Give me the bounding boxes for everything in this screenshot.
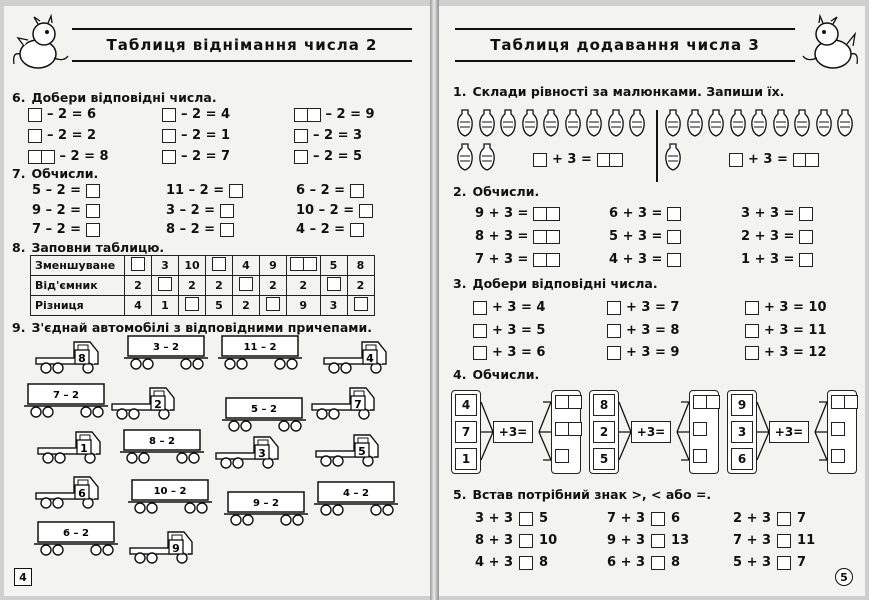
equation [28,128,96,143]
equation-text: 5 – 2 = [32,183,82,198]
answer-slot[interactable] [831,394,858,413]
equation [475,206,560,221]
trailer[interactable] [222,488,312,528]
equation-text: – 2 = 3 [313,128,363,143]
exercise-2-title: 2. Обчисли. [453,184,540,199]
answer-box[interactable] [359,204,373,218]
truck[interactable] [310,382,386,422]
equation [745,300,827,315]
answer-box[interactable] [473,301,487,315]
answer-box[interactable] [28,129,42,143]
trailer-label: 8 – 2 [149,436,175,447]
equation-text: 8 + 3 = [475,229,529,244]
equation-text: – 2 = 2 [47,128,97,143]
table-cell [206,256,233,276]
truck-label: 8 [78,352,86,365]
equation [28,107,96,122]
answer-box[interactable] [28,150,55,164]
equation-text: 3 + 3 = [741,206,795,221]
vase-icon [457,142,473,172]
comparison [607,533,689,548]
equation [296,203,373,218]
answer-box[interactable] [220,223,234,237]
vase-icon [500,108,516,138]
equation-text: + 3 = 6 [492,345,546,360]
equation-right: + 3 = [729,152,819,167]
table-cell: 2 [206,276,233,296]
table-cell: 2 [347,276,374,296]
answer-box[interactable] [350,184,364,198]
vase-icon [816,108,832,138]
expression: 2 + 3 [733,511,772,526]
answer-slot[interactable] [693,421,707,440]
answer-box[interactable] [519,534,533,548]
equation-text: 1 + 3 = [741,252,795,267]
exercise-6-title: 6. Добери відповідні числа. [12,90,217,105]
table-cell [125,256,152,276]
trailer[interactable] [216,332,306,372]
answer-box[interactable] [607,346,621,360]
trailer[interactable] [22,380,112,420]
table-cell [347,296,374,316]
answer-box[interactable] [555,422,582,436]
trailer[interactable] [220,394,310,434]
row-label: Різниця [31,296,125,316]
vase-icon [629,108,645,138]
operation-box: +3= [769,421,809,443]
answer-box[interactable] [294,108,321,122]
table-cell: 5 [320,256,347,276]
truck[interactable] [34,471,110,511]
table-cell [152,276,179,296]
expression: 8 + 3 [475,533,514,548]
trailer-label: 4 – 2 [343,488,369,499]
truck-label: 4 [366,352,374,365]
equation-text: 4 – 2 = [296,222,346,237]
number-box: 7 [455,421,477,443]
compare-value: 8 [671,555,681,570]
comparison [733,511,806,526]
answer-box[interactable] [831,449,845,463]
equation-text: 8 – 2 = [166,222,216,237]
table-cell: 2 [179,276,206,296]
equation-text: – 2 = 4 [181,107,231,122]
trailer[interactable] [122,332,212,372]
trailer[interactable] [32,518,122,558]
page-title: Таблиця віднімання числа 2 [72,28,412,62]
equation-text: + 3 = 8 [626,323,680,338]
table-cell: 2 [287,276,321,296]
compare-value: 7 [797,555,807,570]
equation-text: – 2 = 8 [59,149,109,164]
trailer-label: 7 – 2 [53,390,79,401]
operation-box: +3= [631,421,671,443]
truck-label: 2 [154,398,162,411]
answer-box[interactable] [354,297,368,311]
number-box: 1 [455,448,477,470]
number-box: 4 [455,394,477,416]
answer-box[interactable] [473,346,487,360]
equation-text: + 3 = 12 [764,345,827,360]
answer-box[interactable] [651,556,665,570]
row-label: Від'ємник [31,276,125,296]
vase-icon [773,108,789,138]
expression: 4 + 3 [475,555,514,570]
table-cell [260,296,287,316]
equation-text: 4 + 3 = [609,252,663,267]
trailer-label: 9 – 2 [253,498,279,509]
equation-text: – 2 = 7 [181,149,231,164]
table-row [31,276,375,296]
equation [28,149,109,164]
answer-slot[interactable] [555,394,582,413]
equation-text: + 3 = 9 [626,345,680,360]
answer-box[interactable] [777,534,791,548]
equation [166,183,243,198]
equation [166,222,234,237]
answer-box[interactable] [693,449,707,463]
answer-box[interactable] [290,257,317,271]
table-cell: 3 [320,296,347,316]
answer-box[interactable] [831,422,845,436]
compare-value: 5 [539,511,549,526]
comparison [475,511,548,526]
answer-box[interactable] [266,297,280,311]
answer-box[interactable] [519,512,533,526]
equation [32,203,100,218]
truck-label: 3 [258,447,266,460]
answer-box[interactable] [831,395,858,409]
answer-box[interactable] [220,204,234,218]
equation-text: – 2 = 9 [325,107,375,122]
answer-box[interactable] [667,207,681,221]
exercise-5-title: 5. Встав потрібний знак >, < або =. [453,487,712,502]
truck-label: 9 [172,542,180,555]
answer-box[interactable] [607,301,621,315]
vase-icon [730,108,746,138]
compare-value: 11 [797,533,816,548]
answer-box[interactable] [607,324,621,338]
equation [607,300,679,315]
equation-text: + 3 = 11 [764,323,827,338]
vase-icon [794,108,810,138]
equation-text: 9 + 3 = [475,206,529,221]
equation-text: + 3 = 5 [492,323,546,338]
comparison [607,555,680,570]
vase-icon [565,108,581,138]
answer-box[interactable] [294,129,308,143]
table-cell: 2 [233,296,260,316]
answer-box[interactable] [473,324,487,338]
expression: 7 + 3 [733,533,772,548]
page-number: 5 [835,568,853,586]
vase-icon [708,108,724,138]
equation-left: + 3 = [533,152,623,167]
compare-value: 10 [539,533,558,548]
answer-box[interactable] [229,184,243,198]
truck[interactable] [34,336,110,376]
equation [475,252,560,267]
vase-icon [665,142,681,172]
number-box: 2 [593,421,615,443]
answer-box[interactable] [185,297,199,311]
vase-icon [522,108,538,138]
equation [609,252,681,267]
answer-box[interactable] [651,512,665,526]
equation-text: 3 – 2 = [166,203,216,218]
equation [296,183,364,198]
vase-icon [479,142,495,172]
answer-slot[interactable] [693,448,707,467]
trailer-label: 11 – 2 [243,342,277,353]
subtraction-table [30,255,375,316]
vase-icon [543,108,559,138]
table-cell: 9 [260,256,287,276]
equation-text: 7 – 2 = [32,222,82,237]
vase-icon [586,108,602,138]
table-cell: 2 [125,276,152,296]
table-cell: 10 [179,256,206,276]
equation-text: – 2 = 5 [313,149,363,164]
answer-box[interactable] [667,230,681,244]
equation-text: + 3 = 7 [626,300,680,315]
vase-icon [687,108,703,138]
answer-box[interactable] [555,449,569,463]
table-cell: 9 [287,296,321,316]
equation [741,252,813,267]
answer-box[interactable] [162,108,176,122]
exercise-3-title: 3. Добери відповідні числа. [453,276,658,291]
comparison [475,533,557,548]
page-title: Таблиця додавання числа 3 [455,28,795,62]
divider [656,110,658,182]
equation [607,323,679,338]
equation-text: 7 + 3 = [475,252,529,267]
trailer[interactable] [312,478,402,518]
vase-icon [751,108,767,138]
row-label: Зменшуване [31,256,125,276]
table-cell: 8 [347,256,374,276]
equation [745,345,827,360]
truck[interactable] [36,426,112,466]
equation [166,203,234,218]
compare-value: 8 [539,555,549,570]
answer-box[interactable] [651,534,665,548]
truck-label: 7 [354,398,362,411]
trailer[interactable] [118,426,208,466]
equation [473,345,545,360]
trailer[interactable] [126,476,216,516]
compare-value: 13 [671,533,690,548]
number-box: 9 [731,394,753,416]
answer-box[interactable] [745,324,759,338]
answer-box[interactable] [533,207,560,221]
expression: 6 + 3 [607,555,646,570]
answer-box[interactable] [86,223,100,237]
equation-text: 2 + 3 = [741,229,795,244]
exercise-4-title: 4. Обчисли. [453,367,540,382]
truck-label: 6 [78,487,86,500]
answer-box[interactable] [533,253,560,267]
answer-box[interactable] [131,257,145,271]
table-cell [179,296,206,316]
equation [32,222,100,237]
trailer-label: 10 – 2 [153,486,187,497]
equation [741,206,813,221]
answer-box[interactable] [519,556,533,570]
answer-box[interactable] [162,129,176,143]
answer-box[interactable] [799,207,813,221]
answer-box[interactable] [294,150,308,164]
truck[interactable] [322,336,398,376]
right-page [439,6,865,596]
equation-text: 6 + 3 = [609,206,663,221]
comparison [733,533,815,548]
answer-slot[interactable] [693,394,720,413]
table-row [31,256,375,276]
answer-box[interactable] [158,277,172,291]
answer-box[interactable] [745,301,759,315]
truck-label: 1 [80,442,88,455]
answer-box[interactable] [162,150,176,164]
equation [741,229,813,244]
trailer-label: 6 – 2 [63,528,89,539]
answer-box[interactable] [86,204,100,218]
number-box: 5 [593,448,615,470]
equation [294,149,362,164]
equation-text: 6 – 2 = [296,183,346,198]
exercise-8-title: 8. Заповни таблицю. [12,240,165,255]
table-cell [320,276,347,296]
equation-text: 9 – 2 = [32,203,82,218]
answer-box[interactable] [799,230,813,244]
dragon-mascot-icon [10,14,72,74]
expression: 9 + 3 [607,533,646,548]
table-cell: 1 [152,296,179,316]
table-cell: 5 [206,296,233,316]
equation-text: – 2 = 1 [181,128,231,143]
equation [162,128,230,143]
vase-icon [665,108,681,138]
truck[interactable] [314,429,390,469]
equation-text: + 3 = 4 [492,300,546,315]
equation [32,183,100,198]
expression: 7 + 3 [607,511,646,526]
equation-text: – 2 = 6 [47,107,97,122]
equation-text: + 3 = 10 [764,300,827,315]
answer-box[interactable] [533,230,560,244]
answer-box[interactable] [799,253,813,267]
table-cell [287,256,321,276]
answer-slot[interactable] [831,421,845,440]
dragon-mascot-icon [801,14,863,74]
equation-text: 10 – 2 = [296,203,355,218]
expression: 5 + 3 [733,555,772,570]
answer-slot[interactable] [555,448,569,467]
book-spine [430,0,439,600]
answer-slot[interactable] [831,448,845,467]
compare-value: 6 [671,511,681,526]
vase-icon [608,108,624,138]
exercise-7-title: 7. Обчисли. [12,166,99,181]
page-number: 4 [14,568,32,586]
answer-box[interactable] [28,108,42,122]
table-row [31,296,375,316]
compare-value: 7 [797,511,807,526]
equation [609,229,681,244]
trailer-label: 3 – 2 [153,342,179,353]
comparison [475,555,548,570]
equation [607,345,679,360]
vase-icon [837,108,853,138]
vase-icon [479,108,495,138]
answer-box[interactable] [693,395,720,409]
equation [294,107,375,122]
answer-box[interactable] [350,223,364,237]
table-cell: 3 [152,256,179,276]
answer-box[interactable] [693,422,707,436]
answer-box[interactable] [212,257,226,271]
number-box: 3 [731,421,753,443]
comparison [607,511,680,526]
equation [475,229,560,244]
table-cell [233,276,260,296]
answer-box[interactable] [667,253,681,267]
equation [296,222,364,237]
answer-slot[interactable] [555,421,582,440]
answer-box[interactable] [86,184,100,198]
table-cell: 4 [125,296,152,316]
vase-icon [457,108,473,138]
answer-box[interactable] [327,277,341,291]
equation [162,149,230,164]
answer-box[interactable] [745,346,759,360]
equation [473,323,545,338]
comparison [733,555,806,570]
answer-box[interactable] [777,512,791,526]
answer-box[interactable] [777,556,791,570]
left-page [4,6,430,596]
number-box: 8 [593,394,615,416]
equation [162,107,230,122]
answer-box[interactable] [555,395,582,409]
equation [745,323,827,338]
truck-label: 5 [358,445,366,458]
truck[interactable] [110,382,186,422]
truck[interactable] [214,431,290,471]
exercise-9-title: 9. З'єднай автомобілі з відповідними причепами. [12,320,372,335]
equation-text: 5 + 3 = [609,229,663,244]
table-cell: 2 [260,276,287,296]
number-box: 6 [731,448,753,470]
answer-box[interactable] [239,277,253,291]
equation-text: 11 – 2 = [166,183,225,198]
exercise-1-title: 1. Склади рівності за малюнками. Запиши їх. [453,84,785,99]
trailer-label: 5 – 2 [251,404,277,415]
equation [473,300,545,315]
truck[interactable] [128,526,204,566]
equation [609,206,681,221]
equation [294,128,362,143]
table-cell: 4 [233,256,260,276]
operation-box: +3= [493,421,533,443]
expression: 3 + 3 [475,511,514,526]
